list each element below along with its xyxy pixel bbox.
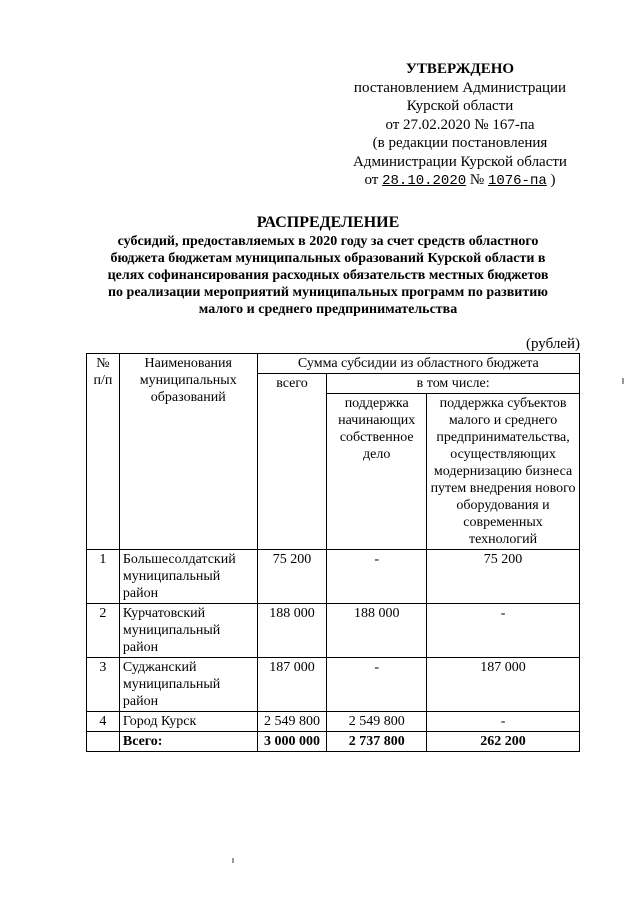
- header-row: [87, 354, 580, 374]
- approval-line: Курской области: [406, 98, 514, 114]
- revision-number: 1076-па: [487, 173, 547, 189]
- row-total: 2 549 800: [257, 712, 327, 732]
- header-incl: в том числе:: [327, 374, 580, 394]
- header-total: всего: [257, 374, 327, 550]
- approval-block: [330, 60, 590, 191]
- row-start: 188 000: [327, 604, 427, 658]
- row-name: Курчатовский муниципальный район: [119, 604, 257, 658]
- units-label: (рублей): [525, 336, 580, 352]
- table-row: [87, 712, 580, 732]
- row-start: -: [327, 658, 427, 712]
- total-row: [87, 732, 580, 752]
- approval-line: постановлением Администрации: [353, 79, 567, 96]
- approval-title: УТВЕРЖДЕНО: [405, 61, 515, 77]
- total-number-cell: [87, 732, 120, 752]
- row-number: 2: [87, 604, 120, 658]
- total-sum: 3 000 000: [257, 732, 327, 752]
- header-sub1: поддержка начинающих собственное дело: [327, 394, 427, 550]
- header-num: № п/п: [87, 354, 120, 550]
- subtitle-line: целях софинансирования расходных обязательств местных бюджетов: [107, 268, 549, 283]
- total-label: Всего:: [119, 732, 257, 752]
- document-heading: [88, 214, 568, 318]
- subtitle-line: малого и среднего предпринимательства: [198, 302, 458, 317]
- table-row: [87, 550, 580, 604]
- row-number: 1: [87, 550, 120, 604]
- row-name: Суджанский муниципальный район: [119, 658, 257, 712]
- row-modern: 75 200: [427, 550, 580, 604]
- row-start: 2 549 800: [327, 712, 427, 732]
- document-title: РАСПРЕДЕЛЕНИЕ: [256, 214, 400, 231]
- subtitle-line: по реализации мероприятий муниципальных программ по развитию: [107, 285, 549, 300]
- total-start: 2 737 800: [327, 732, 427, 752]
- row-total: 188 000: [257, 604, 327, 658]
- approval-line: Администрации Курской области: [353, 153, 567, 170]
- total-modern: 262 200: [427, 732, 580, 752]
- close-paren: ): [550, 172, 556, 188]
- subtitle-line: субсидий, предоставляемых в 2020 году за счет средств областного: [117, 234, 539, 249]
- revision-date: 28.10.2020: [382, 173, 467, 189]
- approval-line: (в редакции постановления: [372, 135, 548, 151]
- table-row: [87, 604, 580, 658]
- approval-line: от 27.02.2020 № 167-па: [385, 116, 535, 133]
- row-number: 3: [87, 658, 120, 712]
- table-row: [87, 658, 580, 712]
- row-total: 187 000: [257, 658, 327, 712]
- scan-speck: [232, 858, 234, 863]
- row-modern: -: [427, 604, 580, 658]
- row-number: 4: [87, 712, 120, 732]
- revision-line: [330, 171, 590, 191]
- number-label: №: [469, 172, 485, 188]
- header-name: Наименования муниципальных образований: [119, 354, 257, 550]
- row-total: 75 200: [257, 550, 327, 604]
- header-sum: Сумма субсидии из областного бюджета: [257, 354, 579, 374]
- distribution-table: [86, 353, 580, 752]
- row-modern: -: [427, 712, 580, 732]
- header-sub2: поддержка субъектов малого и среднего предпринимательства, осуществляющих модернизацию бизнеса путем внедрения нового оборудования и современных технологий: [427, 394, 580, 550]
- row-start: -: [327, 550, 427, 604]
- row-modern: 187 000: [427, 658, 580, 712]
- scan-speck: [622, 378, 624, 384]
- from-label: от: [364, 172, 379, 188]
- row-name: Большесолдатский муниципальный район: [119, 550, 257, 604]
- row-name: Город Курск: [119, 712, 257, 732]
- subtitle-line: бюджета бюджетам муниципальных образований Курской области в: [110, 251, 546, 266]
